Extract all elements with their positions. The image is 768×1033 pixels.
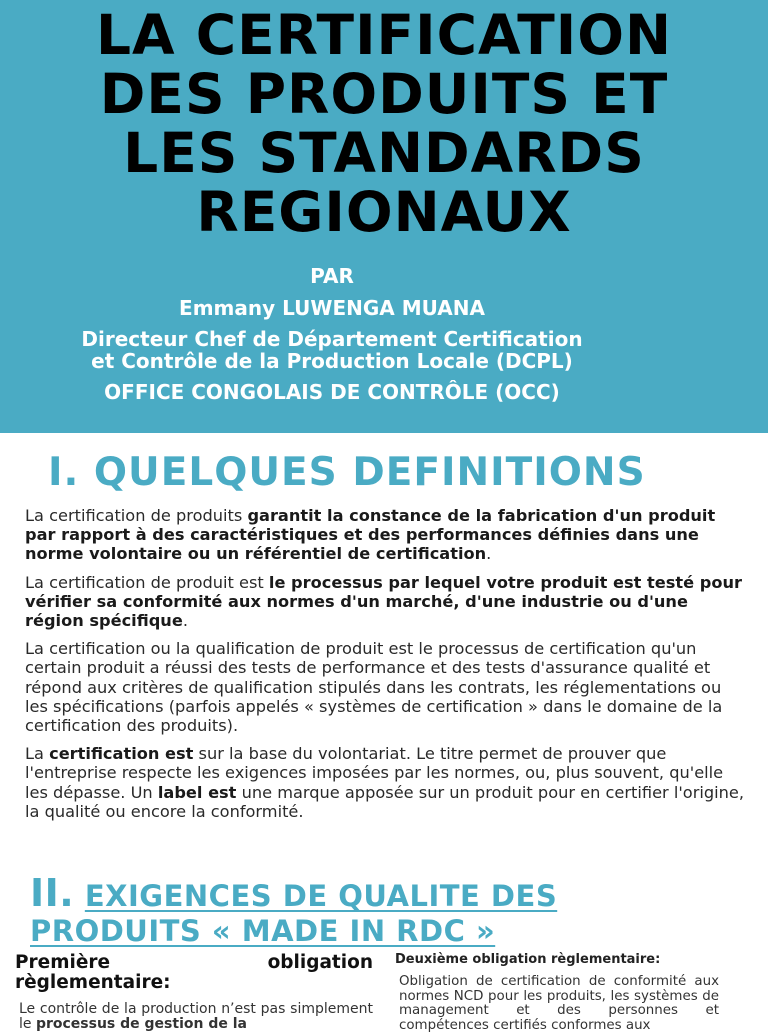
text-run: La certification de produits [25,506,248,525]
second-obligation-text: Obligation de certification de conformité aux normes NCD pour les produits, les systèmes de management et des personnes et compétences certifiés conformes aux [399,974,719,1033]
definition-paragraph [25,573,745,631]
document-title [0,3,768,244]
author-role-line2: et Contrôle de la Production Locale (DCPL) [91,349,573,373]
text-run: sur la base du volontariat. Le titre permet de prouver que l'entreprise respecte les exigences imposées par les normes, ou, plus souvent, qu'elle les dépasse. Un [25,744,724,802]
definition-paragraph [25,744,745,821]
section2-heading-line2: PRODUITS « MADE IN RDC » [30,914,496,948]
text-run-bold: label est [157,782,237,802]
title-line: DES PRODUITS ET [99,62,669,126]
section2-number: II. [30,871,75,915]
text-run: une marque apposée sur un produit pour en certifier l'origine, la qualité ou encore la conformité. [25,782,744,821]
text-run: La [25,744,50,764]
title-line: LES STANDARDS [123,121,645,185]
organisation-name: OFFICE CONGOLAIS DE CONTRÔLE (OCC) [104,380,560,404]
text-run: . [486,544,492,564]
first-obligation-heading [15,953,373,993]
first-obligation-text [19,1002,373,1032]
section2-heading [30,871,630,949]
definition-paragraph [25,506,745,564]
author-role-line1: Directeur Chef de Département Certification [81,327,583,351]
definition-paragraph: La certification ou la qualification de produit est le processus de certification qu'un certain produit a réussi des tests de performance et des tests d'assurance qualité et répond aux critères de qualification stipulés dans les contrats, les réglementations ou les spécifications (parfois appelés « systèmes de certification » dans le domaine de la certification des produits). [25,639,723,736]
text-run-bold: le processus par lequel votre produit est testé pour vérifier sa conformité aux normes d'un marché, d'une industrie ou d'une région spécifique [25,572,742,631]
heading-line: Première obligation [15,952,373,973]
heading-line: règlementaire: [15,972,171,993]
text-run: La certification de produit est [25,572,269,592]
text-run-bold: processus de gestion de la [35,1016,247,1032]
par-label: PAR [310,264,354,288]
section1-body [25,506,745,830]
second-obligation-heading: Deuxième obligation règlementaire: [395,952,661,967]
text-run: Le contrôle de la production n’est pas simplement le [19,1001,373,1032]
section2-heading-line1: EXIGENCES DE QUALITE DES [84,879,558,913]
text-run: . [182,611,188,631]
author-name: Emmany LUWENGA MUANA [179,296,485,320]
title-line: REGIONAUX [196,180,572,244]
title-banner [0,0,768,433]
text-run-bold: certification est [49,744,194,764]
title-line: LA CERTIFICATION [95,3,673,67]
section1-heading: I. QUELQUES DEFINITIONS [48,450,646,495]
text-run-bold: garantit la constance de la fabrication d'un produit par rapport à des caractéristiques et des performances définies dans une norme volontaire ou un référentiel de certification [25,506,716,564]
